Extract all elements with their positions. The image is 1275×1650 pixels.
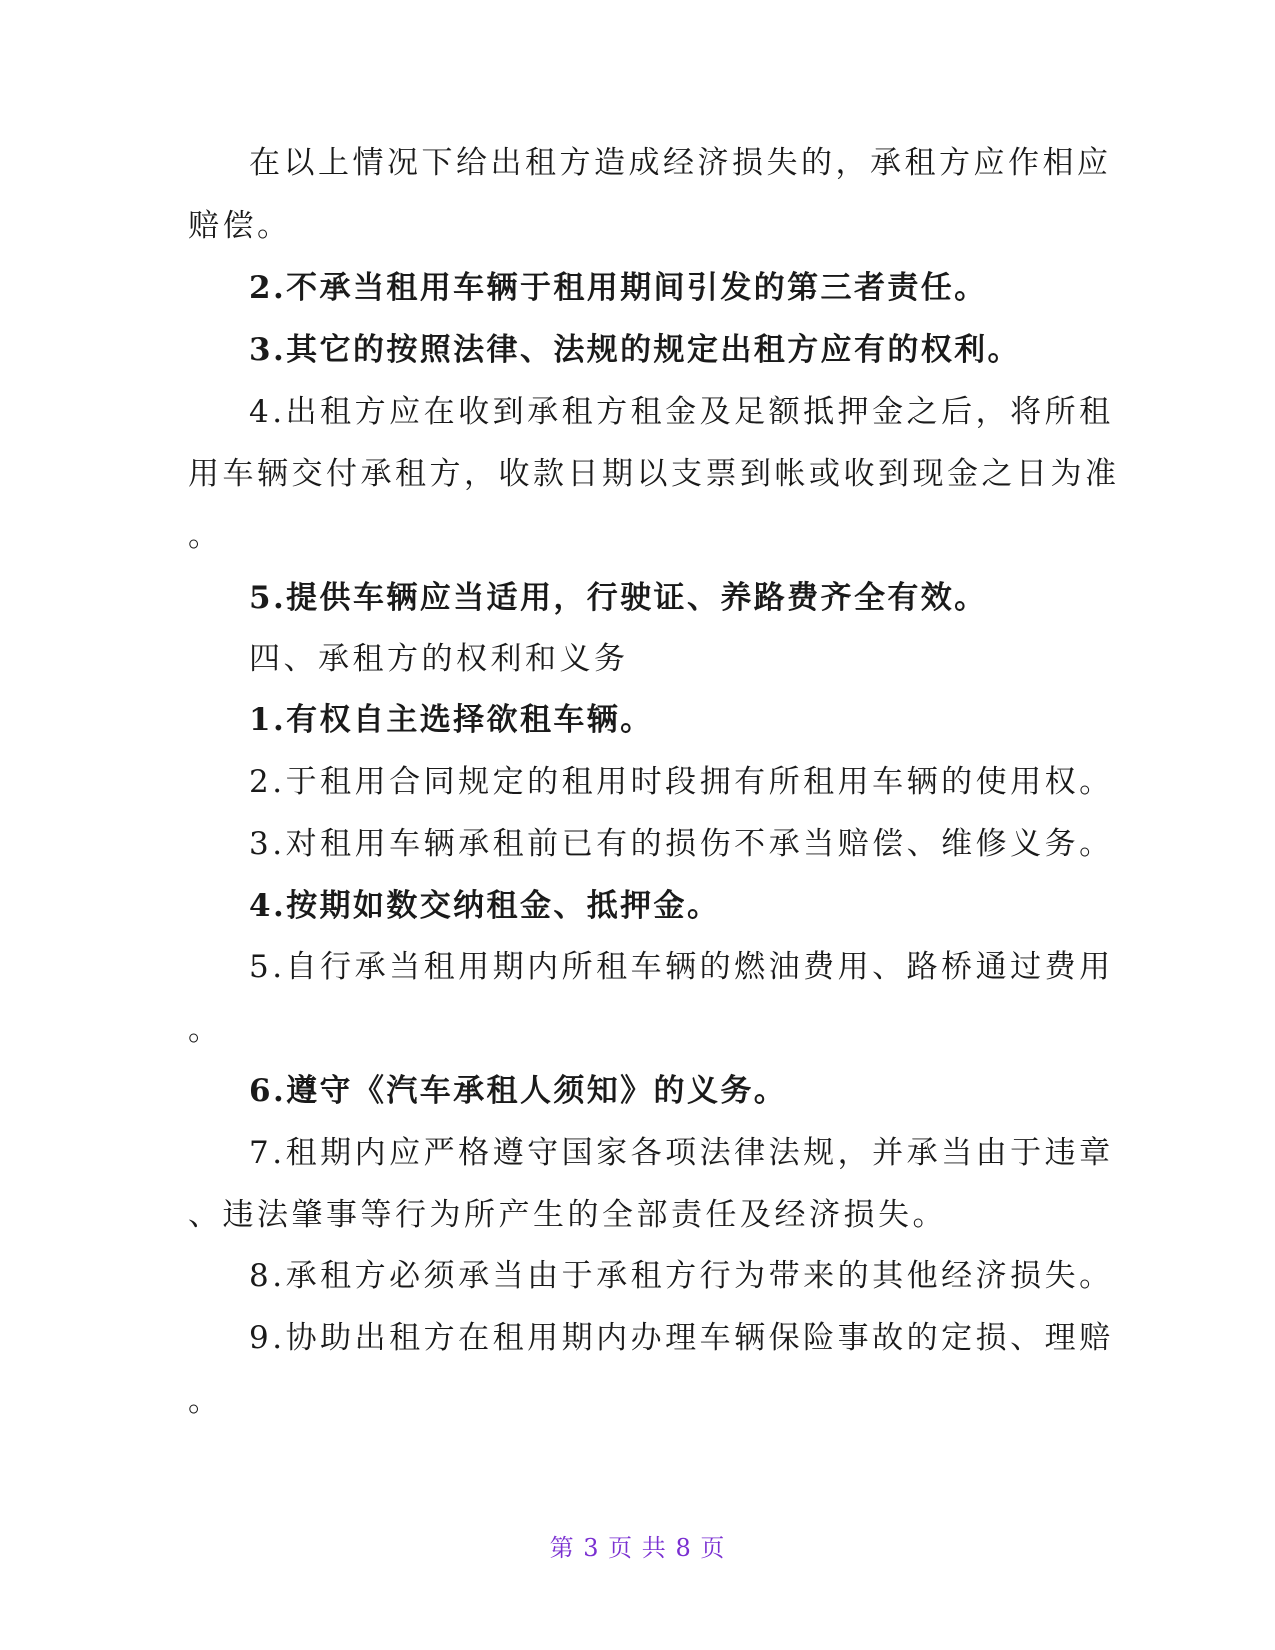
paragraph-line: 。 [188, 1012, 223, 1048]
paragraph-line: 8.承租方必须承当由于承租方行为带来的其他经济损失。 [249, 1258, 1114, 1294]
paragraph-line: 2.不承当租用车辆于租用期间引发的第三者责任。 [249, 270, 988, 306]
paragraph-line: 4.出租方应在收到承租方租金及足额抵押金之后，将所租 [249, 394, 1114, 430]
paragraph-line: 3.对租用车辆承租前已有的损伤不承当赔偿、维修义务。 [249, 826, 1114, 862]
paragraph-line: 6.遵守《汽车承租人须知》的义务。 [249, 1073, 788, 1109]
paragraph-line: 用车辆交付承租方，收款日期以支票到帐或收到现金之日为准 [188, 456, 1120, 492]
paragraph-line: 4.按期如数交纳租金、抵押金。 [249, 888, 721, 924]
paragraph-line: 。 [188, 518, 223, 554]
paragraph-line: 赔偿。 [188, 208, 292, 244]
section-heading: 四、承租方的权利和义务 [249, 641, 629, 677]
paragraph-line: 3.其它的按照法律、法规的规定出租方应有的权利。 [249, 332, 1021, 368]
paragraph-line: 1.有权自主选择欲租车辆。 [249, 702, 654, 738]
paragraph-line: 7.租期内应严格遵守国家各项法律法规，并承当由于违章 [249, 1135, 1114, 1171]
paragraph-line: 、违法肇事等行为所产生的全部责任及经济损失。 [188, 1197, 947, 1233]
paragraph-line: 5.提供车辆应当适用，行驶证、养路费齐全有效。 [249, 580, 988, 616]
paragraph-line: 9.协助出租方在租用期内办理车辆保险事故的定损、理赔 [249, 1320, 1114, 1356]
page-number-footer: 第 3 页 共 8 页 [549, 1534, 726, 1562]
paragraph-line: 在以上情况下给出租方造成经济损失的，承租方应作相应 [249, 145, 1112, 181]
paragraph-line: 2.于租用合同规定的租用时段拥有所租用车辆的使用权。 [249, 764, 1114, 800]
paragraph-line: 。 [188, 1383, 223, 1419]
paragraph-line: 5.自行承当租用期内所租车辆的燃油费用、路桥通过费用 [249, 949, 1114, 985]
